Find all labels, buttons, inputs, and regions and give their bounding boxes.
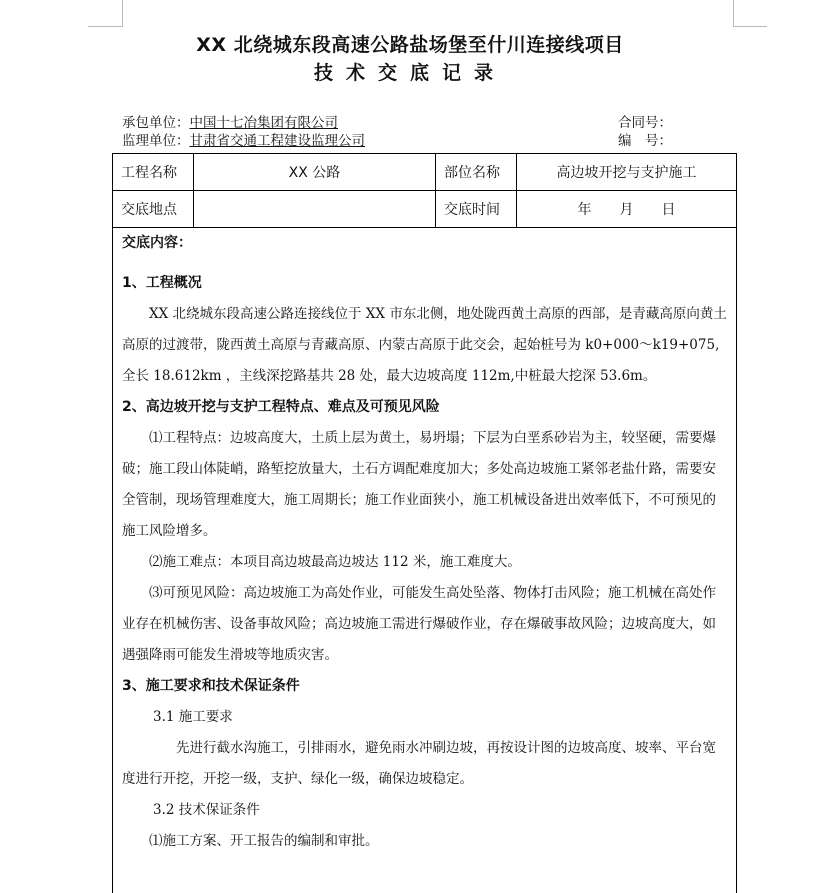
section-3-1-title: 3.1 施工要求 xyxy=(153,709,233,725)
section-3-2-item-1: ⑴施工方案、开工报告的编制和审批。 xyxy=(149,833,379,849)
document-subtitle: 技术交底记录 xyxy=(313,62,506,84)
info-table xyxy=(112,153,737,228)
supervisor-line xyxy=(122,132,365,150)
disclosure-content xyxy=(122,228,728,857)
section-2-risks: ⑶可预见风险：高边坡施工为高处作业，可能发生高处坠落、物体打击风险；施工机械在高处作业存在机械伤害、设备事故风险；高边坡施工需进行爆破作业，存在爆破事故风险；边坡高度大，如遇强降雨可能发生滑坡等地质灾害。 xyxy=(122,585,716,663)
location-value xyxy=(194,191,436,228)
part-name-value: 高边坡开挖与支护施工 xyxy=(517,154,737,191)
section-2-difficulties: ⑵施工难点：本项目高边坡最高边坡达 112 米，施工难度大。 xyxy=(149,554,521,570)
crop-mark xyxy=(122,0,123,27)
section-3-title: 3、施工要求和技术保证条件 xyxy=(122,678,300,694)
contractor-line xyxy=(122,114,338,132)
location-label: 交底地点 xyxy=(113,191,194,228)
supervisor-value: 甘肃省交通工程建设监理公司 xyxy=(189,133,365,149)
section-1-body: XX 北绕城东段高速公路连接线位于 XX 市东北侧，地处陇西黄土高原的西部，是青藏高原向黄土高原的过渡带，陇西黄土高原与青藏高原、内蒙古高原于此交会，起始桩号为 k0+000～k19+075,全长 18.612km ，主线深挖路基共 28 处，最大边坡高度 112m,中桩最大挖深 53.6m。 xyxy=(122,306,727,384)
project-name-label: 工程名称 xyxy=(113,154,194,191)
time-value: 年 月 日 xyxy=(517,191,737,228)
section-1-title: 1、工程概况 xyxy=(122,275,202,291)
table-row xyxy=(113,154,737,191)
contractor-label: 承包单位： xyxy=(122,115,190,131)
contractor-value: 中国十七冶集团有限公司 xyxy=(189,115,338,131)
document-title: XX 北绕城东段高速公路盐场堡至什川连接线项目 xyxy=(196,34,624,56)
supervisor-label: 监理单位： xyxy=(122,133,190,149)
crop-mark xyxy=(733,0,734,27)
project-name-value: XX 公路 xyxy=(194,154,436,191)
crop-mark xyxy=(733,26,767,27)
time-label: 交底时间 xyxy=(436,191,517,228)
part-name-label: 部位名称 xyxy=(436,154,517,191)
contract-number-label: 合同号： xyxy=(618,115,672,131)
section-2-title: 2、高边坡开挖与支护工程特点、难点及可预见风险 xyxy=(122,399,440,415)
section-2-features: ⑴工程特点：边坡高度大，土质上层为黄土，易坍塌；下层为白垩系砂岩为主，较坚硬，需要爆破；施工段山体陡峭，路堑挖放量大，土石方调配难度加大；多处高边坡施工紧邻老盐什路，需要安全管制，现场管理难度大，施工周期长；施工作业面狭小，施工机械设备进出效率低下，不可预见的施工风险增多。 xyxy=(122,430,716,539)
serial-number-label: 编 号： xyxy=(618,133,672,149)
table-row xyxy=(113,191,737,228)
section-3-2-title: 3.2 技术保证条件 xyxy=(153,802,260,818)
content-heading: 交底内容： xyxy=(122,235,192,251)
section-3-1-body: 先进行截水沟施工，引排雨水，避免雨水冲刷边坡，再按设计图的边坡高度、坡率、平台宽度进行开挖，开挖一级，支护、绿化一级，确保边坡稳定。 xyxy=(122,740,716,787)
crop-mark xyxy=(88,26,122,27)
